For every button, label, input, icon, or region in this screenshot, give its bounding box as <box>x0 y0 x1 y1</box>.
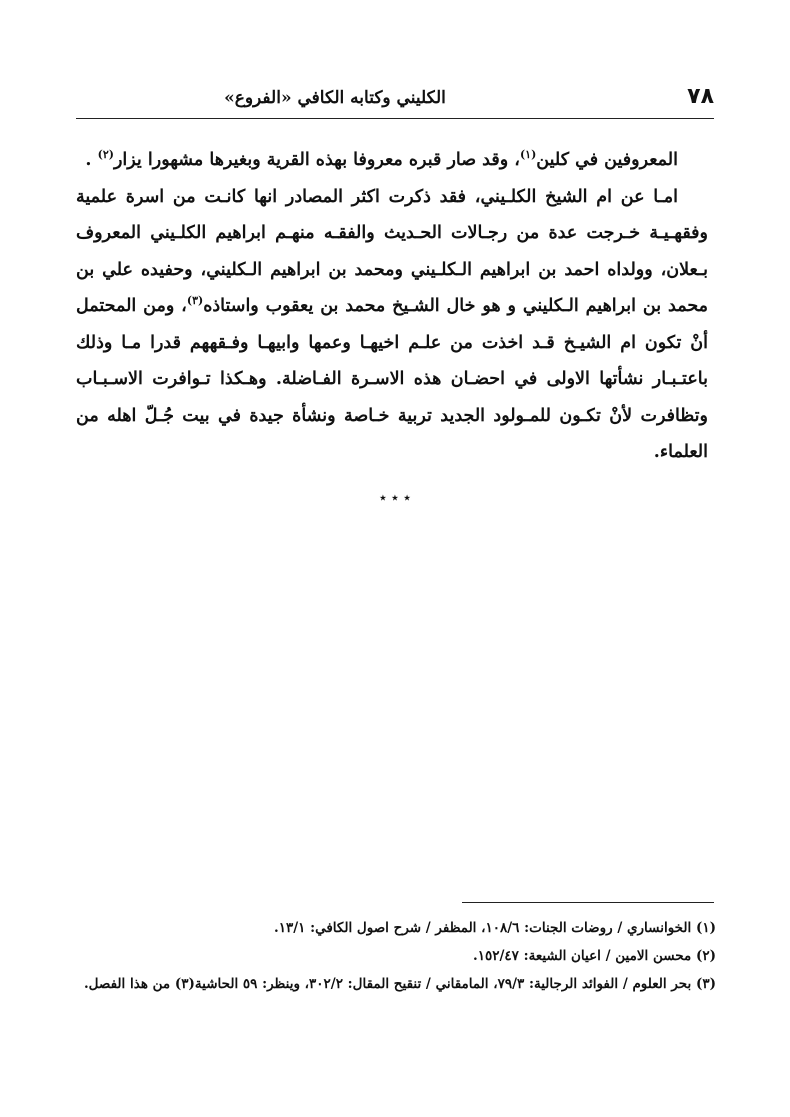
main-text <box>76 142 708 471</box>
page-number: ٧٨ <box>687 84 714 109</box>
paragraph-2-text-b: ، ومن المحتمل أنْ تكون ام الشيـخ قـد اخذت من علـم اخيهـا وعمها وابيهـا وفـقههم قدرا مـا وذلك باعتـبـار نشأتها الاولى في احضـان هذه الاسـرة الفـاضلة. وهـكذا تـوافرت الاسـبـاب وتظافرت لأنْ تكـون للمـولود الجديد تربية خـاصة ونشأة جيدة في بيت جُـلّ اهله من العلماء. <box>76 296 708 462</box>
running-title: الكليني وكتابه الكافي «الفروع» <box>224 88 446 108</box>
paragraph-1 <box>76 142 708 179</box>
paragraph-1-text-a: المعروفين في كلين <box>536 150 678 170</box>
section-separator: ٭ ٭ ٭ <box>379 490 411 506</box>
footnote-ref-3: (٣) <box>186 294 204 308</box>
paragraph-2-text-a: امـا عن ام الشيخ الكلـيني، فقد ذكرت اكثر المصادر انها كانـت من اسرة علمية وفقهـيـة خـرجت عدة من رجـالات الحـديث والفقـه منهـم ابراهيم الكلـيني المعروف بـعلان، وولداه احمد بن ابراهيم الـكلـيني ومحمد بن ابراهيم الـكليني، وحفيده علي بن محمد بن ابراهيم الـكليني و هو خال الشـيخ محمد بن يعقوب واستاذه <box>76 186 708 316</box>
page-header <box>76 84 714 112</box>
footnote-rule <box>462 902 714 903</box>
footnotes <box>76 914 716 998</box>
paragraph-1-text-c: . <box>85 150 98 170</box>
footnote-2: (٢) محسن الامين / اعيان الشيعة: ١٥٢/٤٧. <box>473 948 716 964</box>
footnote-ref-2: (٢) <box>97 148 114 162</box>
footnote-3: (٣) بحر العلوم / الفوائد الرجالية: ٧٩/٣، المامقاني / تنقيح المقال: ٣٠٢/٢، وينظر: ٥٩ الحاشية(٣) من هذا الفصل. <box>83 976 716 992</box>
paragraph-2 <box>76 179 708 471</box>
footnote-ref-1: (١) <box>519 148 537 162</box>
footnote-1: (١) الخوانساري / روضات الجنات: ١٠٨/٦، المظفر / شرح اصول الكافي: ١٣/١. <box>274 920 716 936</box>
paragraph-1-text-b: ، وقد صار قبره معروفا بهذه القرية وبغيرها مشهورا يزار <box>113 150 520 170</box>
header-rule <box>76 118 714 119</box>
